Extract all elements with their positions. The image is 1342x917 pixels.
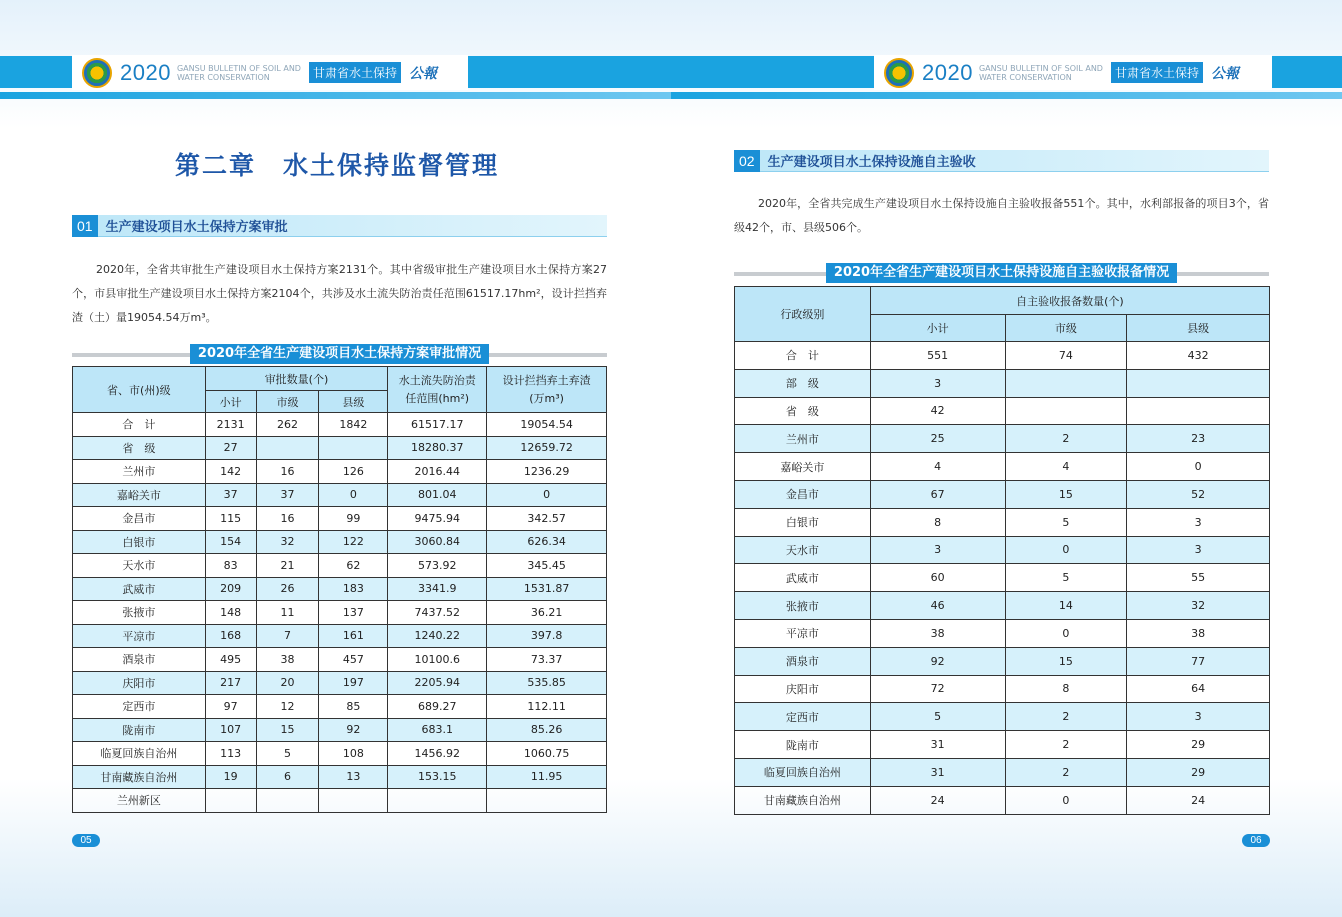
table-cell [1127, 397, 1270, 425]
section-number: 01 [72, 215, 98, 237]
table-cell: 3 [1127, 703, 1270, 731]
table-row [735, 703, 1270, 731]
table-cell: 85.26 [487, 718, 607, 742]
table-cell: 67 [870, 480, 1005, 508]
table-cell: 535.85 [487, 671, 607, 695]
table-cell: 5 [1005, 508, 1127, 536]
table-cell: 合 计 [73, 413, 206, 437]
table-row [735, 786, 1270, 814]
table-cell: 126 [319, 460, 388, 484]
header-stripe [0, 92, 671, 99]
table-caption [734, 263, 1269, 283]
table-cell: 85 [319, 695, 388, 719]
body-paragraph: 2020年，全省共审批生产建设项目水土保持方案2131个。其中省级审批生产建设项目水土保持方案27个，市县审批生产建设项目水土保持方案2104个，共涉及水土流失防治责任范围61517.17hm²，设计拦挡弃渣（土）量19054.54万m³。 [72, 263, 607, 324]
table-cell [319, 789, 388, 813]
table-cell: 19 [205, 765, 256, 789]
table-cell: 3 [870, 369, 1005, 397]
table-cell: 92 [870, 647, 1005, 675]
chapter-title: 第二章 水土保持监督管理 [175, 151, 500, 180]
page-right [671, 0, 1342, 917]
table-row [735, 731, 1270, 759]
section-number: 02 [734, 150, 760, 172]
table-row [73, 530, 607, 554]
table-cell: 白银市 [73, 530, 206, 554]
table-cell: 临夏回族自治州 [735, 758, 871, 786]
table-cell: 0 [1005, 619, 1127, 647]
table-cell: 495 [205, 648, 256, 672]
table-cell: 张掖市 [735, 592, 871, 620]
table-cell: 2205.94 [388, 671, 487, 695]
table-cell: 嘉峪关市 [735, 453, 871, 481]
table-cell: 457 [319, 648, 388, 672]
table-cell: 38 [1127, 619, 1270, 647]
table-title: 2020年全省生产建设项目水土保持方案审批情况 [190, 344, 489, 364]
table-cell: 626.34 [487, 530, 607, 554]
table-cell: 551 [870, 342, 1005, 370]
table-cell: 4 [1005, 453, 1127, 481]
col-header: 县级 [319, 391, 388, 413]
table-cell: 4 [870, 453, 1005, 481]
table-cell: 197 [319, 671, 388, 695]
table-cell: 23 [1127, 425, 1270, 453]
table-row [73, 436, 607, 460]
table-row [73, 765, 607, 789]
col-header: 小计 [870, 315, 1005, 342]
header-bar [72, 55, 468, 90]
table-cell: 113 [205, 742, 256, 766]
table-cell: 342.57 [487, 507, 607, 531]
header-band [671, 56, 874, 88]
logo-icon [884, 58, 914, 88]
table-cell: 142 [205, 460, 256, 484]
table-cell: 154 [205, 530, 256, 554]
table-cell [319, 436, 388, 460]
table-row [73, 601, 607, 625]
table-cell: 15 [1005, 647, 1127, 675]
table-cell: 2016.44 [388, 460, 487, 484]
table-cell: 183 [319, 577, 388, 601]
table-row [73, 718, 607, 742]
table-cell [1005, 369, 1127, 397]
table-row [73, 789, 607, 813]
acceptance-table [734, 286, 1270, 815]
table-cell: 0 [1127, 453, 1270, 481]
body-paragraph: 2020年，全省共完成生产建设项目水土保持设施自主验收报备551个。其中，水利部报备的项目3个，省级42个，市、县级506个。 [734, 197, 1269, 234]
table-cell: 兰州市 [735, 425, 871, 453]
table-cell: 31 [870, 758, 1005, 786]
col-header: 行政级别 [735, 287, 871, 342]
page-number: 06 [1242, 834, 1270, 847]
table-cell: 19054.54 [487, 413, 607, 437]
table-cell: 148 [205, 601, 256, 625]
table-cell: 64 [1127, 675, 1270, 703]
table-cell: 0 [1005, 536, 1127, 564]
table-cell: 白银市 [735, 508, 871, 536]
table-cell: 92 [319, 718, 388, 742]
table-cell: 38 [256, 648, 319, 672]
table-cell: 16 [256, 507, 319, 531]
table-row [73, 413, 607, 437]
table-cell: 25 [870, 425, 1005, 453]
table-row [735, 675, 1270, 703]
table-cell: 115 [205, 507, 256, 531]
table-cell: 801.04 [388, 483, 487, 507]
table-cell: 77 [1127, 647, 1270, 675]
table-cell: 9475.94 [388, 507, 487, 531]
table-cell: 15 [256, 718, 319, 742]
table-cell: 金昌市 [735, 480, 871, 508]
table-cell: 1456.92 [388, 742, 487, 766]
table-cell [1127, 369, 1270, 397]
table-row [735, 647, 1270, 675]
table-cell: 37 [256, 483, 319, 507]
table-row [735, 369, 1270, 397]
table-cell [205, 789, 256, 813]
section-heading [72, 215, 607, 237]
table-cell: 10100.6 [388, 648, 487, 672]
table-row [735, 536, 1270, 564]
table-cell: 5 [1005, 564, 1127, 592]
table-cell: 12 [256, 695, 319, 719]
table-cell: 689.27 [388, 695, 487, 719]
table-body [73, 413, 607, 813]
table-cell: 甘南藏族自治州 [735, 786, 871, 814]
table-cell: 24 [1127, 786, 1270, 814]
table-row [73, 624, 607, 648]
table-cell: 74 [1005, 342, 1127, 370]
table-cell [388, 789, 487, 813]
table-cell: 62 [319, 554, 388, 578]
table-cell: 107 [205, 718, 256, 742]
col-header: 设计拦挡弃土弃渣(万m³) [487, 367, 607, 413]
table-cell: 683.1 [388, 718, 487, 742]
table-cell: 嘉峪关市 [73, 483, 206, 507]
table-cell: 21 [256, 554, 319, 578]
table-cell: 153.15 [388, 765, 487, 789]
table-row [73, 648, 607, 672]
table-row [73, 507, 607, 531]
table-cell: 7437.52 [388, 601, 487, 625]
table-row [735, 397, 1270, 425]
table-cell: 16 [256, 460, 319, 484]
table-cell: 金昌市 [73, 507, 206, 531]
table-cell [256, 436, 319, 460]
table-cell: 8 [870, 508, 1005, 536]
header-gongbao: 公報 [408, 65, 437, 82]
table-cell: 432 [1127, 342, 1270, 370]
col-header: 县级 [1127, 315, 1270, 342]
table-cell: 平凉市 [735, 619, 871, 647]
table-cell: 11.95 [487, 765, 607, 789]
table-cell: 42 [870, 397, 1005, 425]
table-cell: 345.45 [487, 554, 607, 578]
col-header: 市级 [1005, 315, 1127, 342]
table-row [735, 619, 1270, 647]
table-cell [487, 789, 607, 813]
table-cell: 部 级 [735, 369, 871, 397]
table-cell: 0 [319, 483, 388, 507]
table-cell: 3060.84 [388, 530, 487, 554]
table-row [735, 592, 1270, 620]
table-cell: 临夏回族自治州 [73, 742, 206, 766]
table-caption [72, 344, 607, 364]
table-cell: 2 [1005, 731, 1127, 759]
table-cell: 13 [319, 765, 388, 789]
table-cell: 酒泉市 [735, 647, 871, 675]
table-cell: 陇南市 [735, 731, 871, 759]
table-cell: 合 计 [735, 342, 871, 370]
table-row [735, 564, 1270, 592]
table-cell: 61517.17 [388, 413, 487, 437]
table-cell: 262 [256, 413, 319, 437]
table-cell: 5 [870, 703, 1005, 731]
table-body [735, 342, 1270, 815]
table-cell: 天水市 [735, 536, 871, 564]
table-row [73, 577, 607, 601]
table-cell: 573.92 [388, 554, 487, 578]
header-subtitle-cn: 甘肃省水土保持 [1111, 62, 1203, 83]
table-cell: 省 级 [73, 436, 206, 460]
table-title: 2020年全省生产建设项目水土保持设施自主验收报备情况 [826, 263, 1177, 283]
table-cell: 8 [1005, 675, 1127, 703]
table-cell: 1060.75 [487, 742, 607, 766]
table-cell: 137 [319, 601, 388, 625]
table-row [735, 342, 1270, 370]
table-cell: 15 [1005, 480, 1127, 508]
table-cell: 217 [205, 671, 256, 695]
header-bar [874, 55, 1272, 90]
header-band [1272, 56, 1342, 88]
col-header: 审批数量(个) [205, 367, 388, 391]
table-cell: 122 [319, 530, 388, 554]
header-band [0, 56, 72, 88]
table-cell: 14 [1005, 592, 1127, 620]
table-cell: 2 [1005, 425, 1127, 453]
header-subtitle-cn: 甘肃省水土保持 [309, 62, 401, 83]
table-row [735, 480, 1270, 508]
table-cell: 2131 [205, 413, 256, 437]
header-subtitle-en: GANSU BULLETIN OF SOIL AND WATER CONSERVATION [978, 63, 1103, 82]
table-cell: 26 [256, 577, 319, 601]
table-cell [256, 789, 319, 813]
header-year: 2020 [922, 59, 973, 85]
table-cell: 38 [870, 619, 1005, 647]
table-cell: 定西市 [735, 703, 871, 731]
table-cell: 29 [1127, 758, 1270, 786]
table-cell: 1240.22 [388, 624, 487, 648]
table-cell [1005, 397, 1127, 425]
col-header: 自主验收报备数量(个) [870, 287, 1269, 315]
table-cell: 2 [1005, 703, 1127, 731]
table-cell: 31 [870, 731, 1005, 759]
table-cell: 2 [1005, 758, 1127, 786]
section-title: 生产建设项目水土保持方案审批 [105, 220, 288, 235]
table-row [73, 742, 607, 766]
table-cell: 庆阳市 [73, 671, 206, 695]
table-cell: 武威市 [735, 564, 871, 592]
table-cell: 27 [205, 436, 256, 460]
table-cell: 161 [319, 624, 388, 648]
table-cell: 省 级 [735, 397, 871, 425]
table-cell: 0 [1005, 786, 1127, 814]
table-cell: 83 [205, 554, 256, 578]
header-band [468, 56, 671, 88]
table-cell: 18280.37 [388, 436, 487, 460]
table-cell: 46 [870, 592, 1005, 620]
table-cell: 陇南市 [73, 718, 206, 742]
table-cell: 12659.72 [487, 436, 607, 460]
table-row [73, 695, 607, 719]
table-cell: 1842 [319, 413, 388, 437]
table-cell: 3 [1127, 508, 1270, 536]
col-header: 市级 [256, 391, 319, 413]
table-cell: 24 [870, 786, 1005, 814]
page-number: 05 [72, 834, 100, 847]
table-cell: 1531.87 [487, 577, 607, 601]
section-title: 生产建设项目水土保持设施自主验收 [767, 155, 976, 170]
table-row [735, 453, 1270, 481]
table-row [735, 508, 1270, 536]
table-cell: 5 [256, 742, 319, 766]
table-cell: 32 [1127, 592, 1270, 620]
col-header: 水土流失防治责任范围(hm²) [388, 367, 487, 413]
table-cell: 108 [319, 742, 388, 766]
table-cell: 庆阳市 [735, 675, 871, 703]
table-cell: 3 [1127, 536, 1270, 564]
table-cell: 张掖市 [73, 601, 206, 625]
table-cell: 397.8 [487, 624, 607, 648]
section-heading [734, 150, 1269, 172]
table-cell: 1236.29 [487, 460, 607, 484]
table-cell: 酒泉市 [73, 648, 206, 672]
table-cell: 兰州市 [73, 460, 206, 484]
logo-icon [82, 58, 112, 88]
table-cell: 99 [319, 507, 388, 531]
table-cell: 97 [205, 695, 256, 719]
table-cell: 天水市 [73, 554, 206, 578]
table-cell: 甘南藏族自治州 [73, 765, 206, 789]
table-row [73, 483, 607, 507]
table-cell: 11 [256, 601, 319, 625]
table-row [73, 460, 607, 484]
col-header: 省、市(州)级 [73, 367, 206, 413]
table-cell: 定西市 [73, 695, 206, 719]
table-cell: 兰州新区 [73, 789, 206, 813]
header-year: 2020 [120, 59, 171, 85]
table-cell: 55 [1127, 564, 1270, 592]
table-cell: 平凉市 [73, 624, 206, 648]
table-cell: 209 [205, 577, 256, 601]
table-cell: 20 [256, 671, 319, 695]
table-cell: 武威市 [73, 577, 206, 601]
table-cell: 37 [205, 483, 256, 507]
col-header: 小计 [205, 391, 256, 413]
table-cell: 32 [256, 530, 319, 554]
table-cell: 0 [487, 483, 607, 507]
table-cell: 73.37 [487, 648, 607, 672]
table-cell: 52 [1127, 480, 1270, 508]
approval-table [72, 366, 607, 813]
table-cell: 3 [870, 536, 1005, 564]
table-cell: 72 [870, 675, 1005, 703]
table-row [73, 671, 607, 695]
table-row [73, 554, 607, 578]
table-row [735, 758, 1270, 786]
table-cell: 29 [1127, 731, 1270, 759]
table-cell: 60 [870, 564, 1005, 592]
table-cell: 6 [256, 765, 319, 789]
table-row [735, 425, 1270, 453]
table-cell: 7 [256, 624, 319, 648]
header-gongbao: 公報 [1210, 65, 1239, 82]
table-cell: 112.11 [487, 695, 607, 719]
header-stripe [671, 92, 1342, 99]
header-subtitle-en: GANSU BULLETIN OF SOIL AND WATER CONSERVATION [176, 63, 301, 82]
table-cell: 3341.9 [388, 577, 487, 601]
table-cell: 168 [205, 624, 256, 648]
table-cell: 36.21 [487, 601, 607, 625]
